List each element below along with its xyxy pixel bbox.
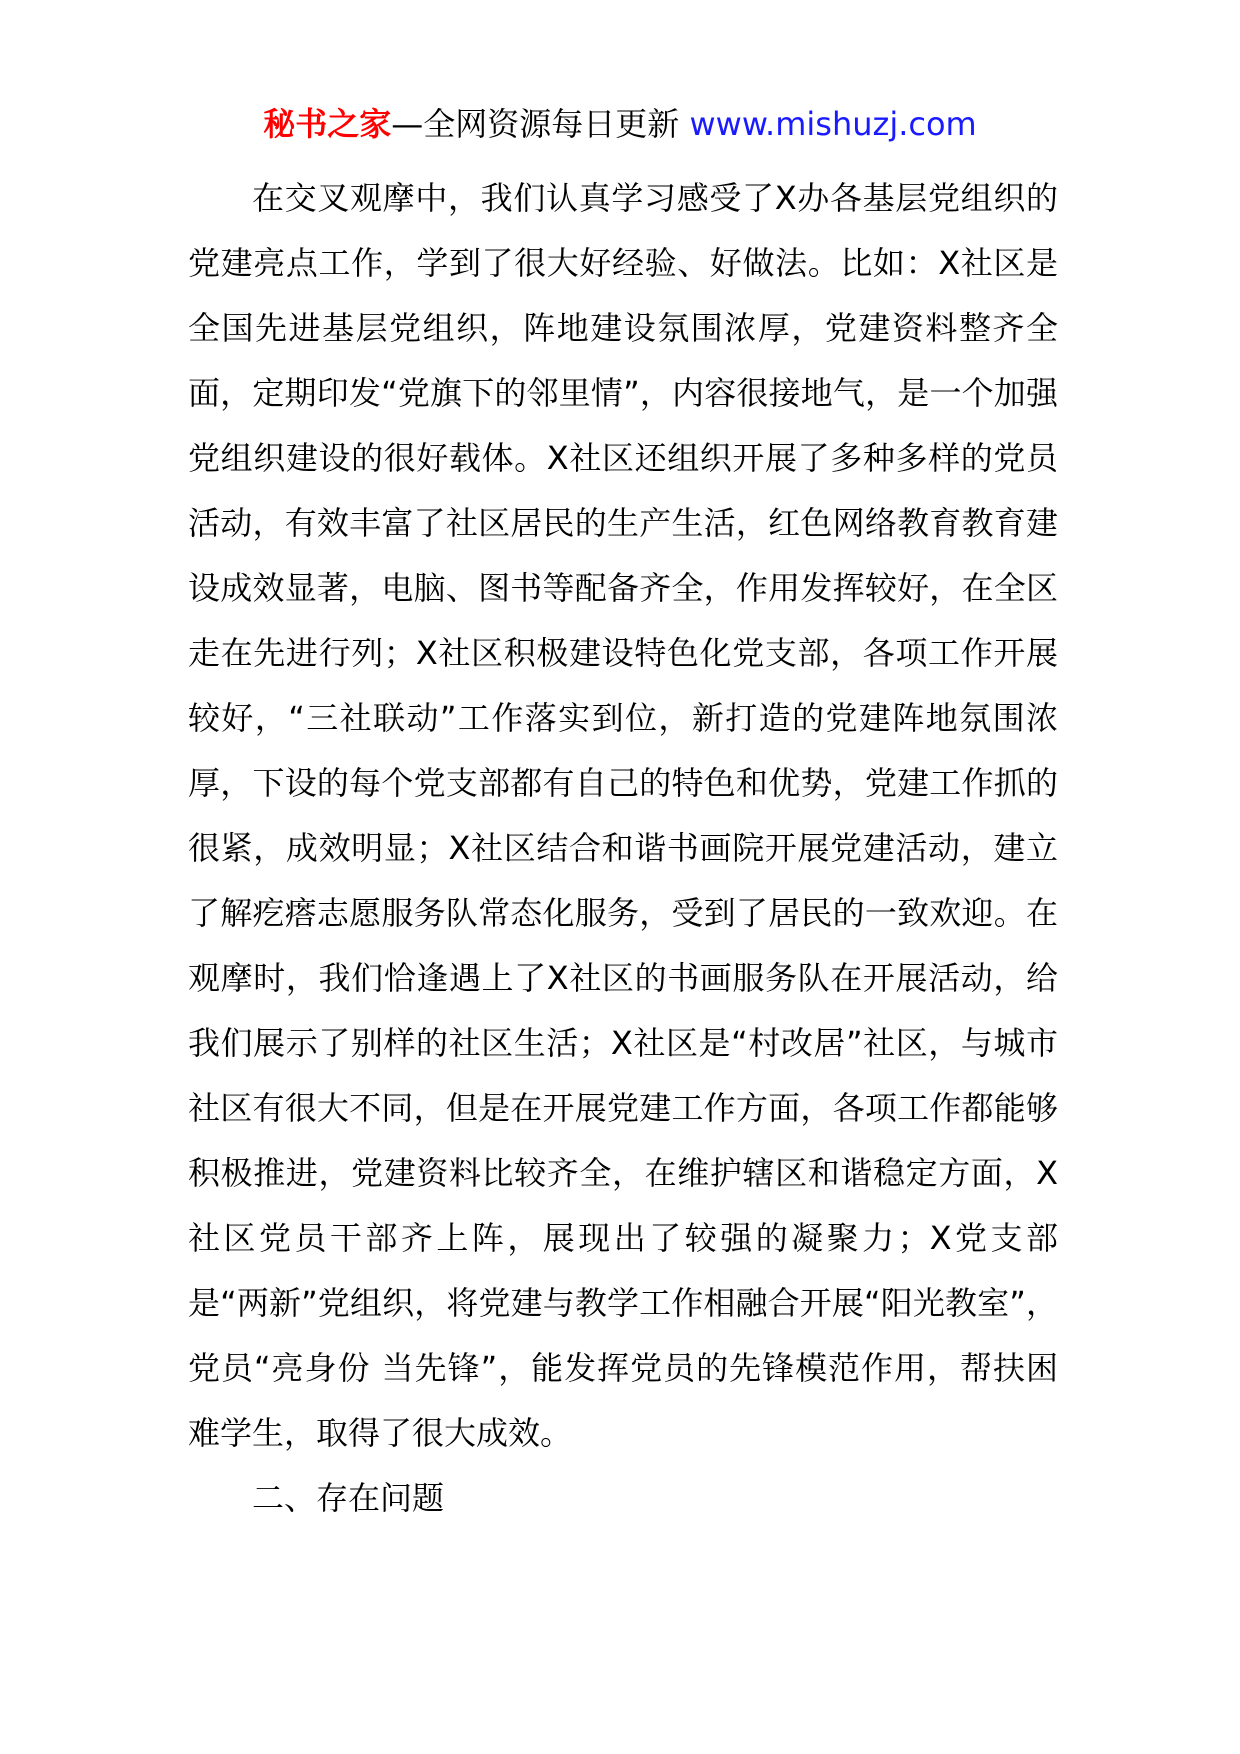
document-body: [188, 166, 1058, 1531]
site-header: [0, 100, 1240, 148]
body-paragraph: 在交叉观摩中，我们认真学习感受了X办各基层党组织的党建亮点工作，学到了很大好经验、好做法。比如：X社区是全国先进基层党组织，阵地建设氛围浓厚，党建资料整齐全面，定期印发“党旗下的邻里情”，内容很接地气，是一个加强党组织建设的很好载体。X社区还组织开展了多种多样的党员活动，有效丰富了社区居民的生产生活，红色网络教育教育建设成效显著，电脑、图书等配备齐全，作用发挥较好，在全区走在先进行列；X社区积极建设特色化党支部，各项工作开展较好，“三社联动”工作落实到位，新打造的党建阵地氛围浓厚，下设的每个党支部都有自己的特色和优势，党建工作抓的很紧，成效明显；X社区结合和谐书画院开展党建活动，建立了解疙瘩志愿服务队常态化服务，受到了居民的一致欢迎。在观摩时，我们恰逢遇上了X社区的书画服务队在开展活动，给我们展示了别样的社区生活；X社区是“村改居”社区，与城市社区有很大不同，但是在开展党建工作方面，各项工作都能够积极推进，党建资料比较齐全，在维护辖区和谐稳定方面，X社区党员干部齐上阵，展现出了较强的凝聚力；X党支部是“两新”党组织，将党建与教学工作相融合开展“阳光教室”，党员“亮身份 当先锋”，能发挥党员的先锋模范作用，帮扶困难学生，取得了很大成效。: [188, 179, 1058, 1452]
site-url[interactable]: www.mishuzj.com: [689, 105, 977, 143]
brand-name: 秘书之家: [263, 105, 392, 143]
header-tagline: —全网资源每日更新: [391, 105, 690, 143]
section-heading: 二、存在问题: [252, 1479, 445, 1517]
